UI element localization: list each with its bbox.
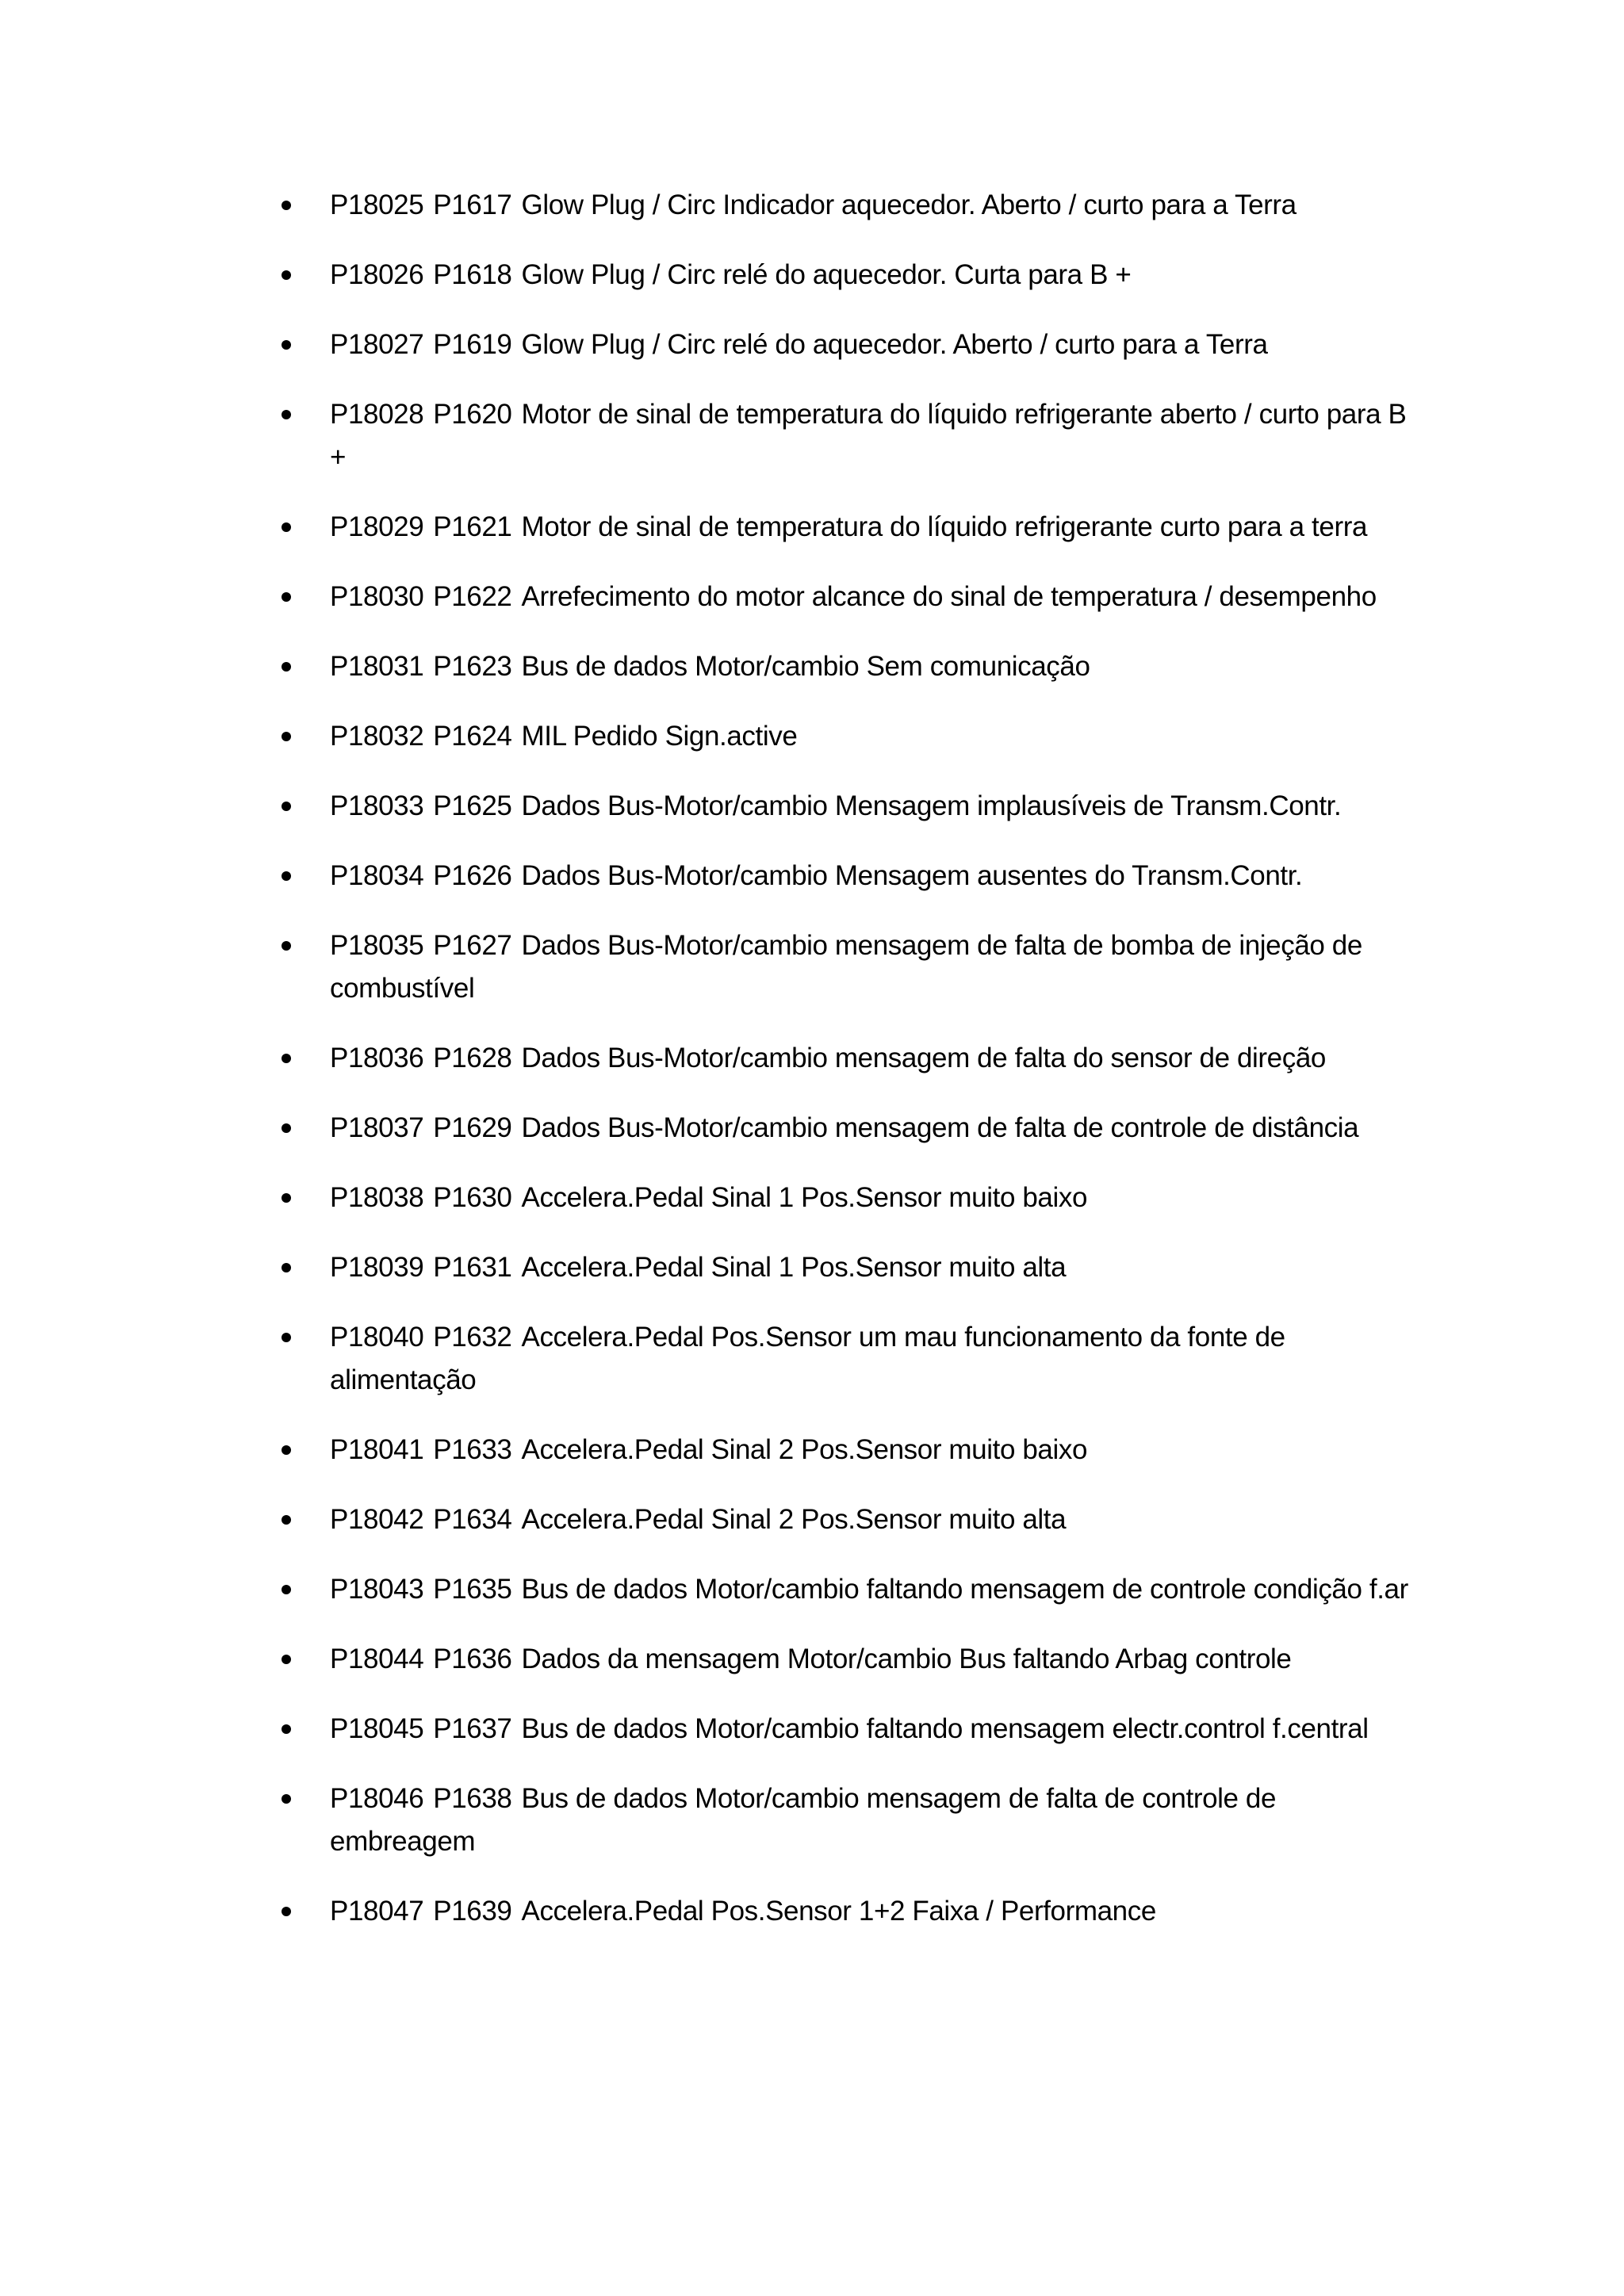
fault-code: P18042 bbox=[330, 1504, 424, 1535]
fault-description: Accelera.Pedal Sinal 1 Pos.Sensor muito baixo bbox=[521, 1182, 1088, 1213]
bullet-icon bbox=[282, 522, 291, 532]
fault-code: P18027 bbox=[330, 329, 424, 360]
bullet-icon bbox=[282, 732, 291, 741]
list-item bbox=[0, 1777, 1624, 1863]
fault-code: P18045 bbox=[330, 1713, 424, 1744]
obd-code: P1617 bbox=[433, 189, 512, 220]
fault-code: P18031 bbox=[330, 651, 424, 682]
bullet-icon bbox=[282, 340, 291, 350]
fault-code: P18043 bbox=[330, 1574, 424, 1605]
bullet-icon bbox=[282, 1794, 291, 1804]
fault-code: P18041 bbox=[330, 1434, 424, 1465]
list-item-text bbox=[330, 715, 1408, 758]
fault-code: P18047 bbox=[330, 1896, 424, 1927]
list-item bbox=[0, 1177, 1624, 1219]
list-item bbox=[0, 1107, 1624, 1150]
obd-code: P1621 bbox=[433, 511, 512, 542]
obd-code: P1628 bbox=[433, 1043, 512, 1073]
bullet-icon bbox=[282, 592, 291, 602]
obd-code: P1635 bbox=[433, 1574, 512, 1605]
obd-code: P1631 bbox=[433, 1252, 512, 1283]
obd-code: P1620 bbox=[433, 399, 512, 430]
fault-description: Dados da mensagem Motor/cambio Bus faltando Arbag controle bbox=[521, 1644, 1292, 1674]
list-item bbox=[0, 1890, 1624, 1933]
fault-description: Accelera.Pedal Sinal 2 Pos.Sensor muito baixo bbox=[521, 1434, 1088, 1465]
obd-code: P1638 bbox=[433, 1783, 512, 1814]
list-item bbox=[0, 576, 1624, 618]
list-item bbox=[0, 1429, 1624, 1471]
obd-code: P1619 bbox=[433, 329, 512, 360]
fault-code: P18032 bbox=[330, 721, 424, 752]
fault-description: Dados Bus-Motor/cambio mensagem de falta de bomba de injeção de combustível bbox=[330, 930, 1362, 1004]
bullet-icon bbox=[282, 1907, 291, 1916]
fault-code: P18038 bbox=[330, 1182, 424, 1213]
fault-description: Accelera.Pedal Sinal 2 Pos.Sensor muito alta bbox=[521, 1504, 1067, 1535]
fault-code: P18037 bbox=[330, 1112, 424, 1143]
obd-code: P1636 bbox=[433, 1644, 512, 1674]
fault-code: P18039 bbox=[330, 1252, 424, 1283]
fault-description: Dados Bus-Motor/cambio mensagem de falta do sensor de direção bbox=[521, 1043, 1326, 1073]
fault-code: P18026 bbox=[330, 259, 424, 290]
bullet-icon bbox=[282, 1333, 291, 1342]
list-item-text bbox=[330, 393, 1408, 479]
fault-description: Accelera.Pedal Sinal 1 Pos.Sensor muito alta bbox=[521, 1252, 1067, 1283]
list-item bbox=[0, 715, 1624, 758]
list-item-text bbox=[330, 1498, 1408, 1541]
bullet-icon bbox=[282, 1585, 291, 1594]
list-item-text bbox=[330, 184, 1408, 227]
obd-code: P1639 bbox=[433, 1896, 512, 1927]
list-item bbox=[0, 924, 1624, 1010]
fault-description: Accelera.Pedal Pos.Sensor 1+2 Faixa / Performance bbox=[521, 1896, 1156, 1927]
list-item-text bbox=[330, 323, 1408, 366]
list-item-text bbox=[330, 785, 1408, 828]
fault-description: MIL Pedido Sign.active bbox=[521, 721, 798, 752]
fault-code: P18030 bbox=[330, 581, 424, 612]
fault-description: Dados Bus-Motor/cambio mensagem de falta de controle de distância bbox=[521, 1112, 1359, 1143]
fault-description: Accelera.Pedal Pos.Sensor um mau funcionamento da fonte de alimentação bbox=[330, 1322, 1285, 1395]
list-item bbox=[0, 855, 1624, 897]
obd-code: P1629 bbox=[433, 1112, 512, 1143]
fault-code: P18033 bbox=[330, 790, 424, 821]
bullet-icon bbox=[282, 1515, 291, 1525]
obd-code: P1633 bbox=[433, 1434, 512, 1465]
bullet-icon bbox=[282, 662, 291, 672]
list-item bbox=[0, 254, 1624, 297]
list-item bbox=[0, 1316, 1624, 1402]
list-item bbox=[0, 506, 1624, 549]
list-item-text bbox=[330, 645, 1408, 688]
fault-description: Bus de dados Motor/cambio Sem comunicação bbox=[521, 651, 1090, 682]
bullet-icon bbox=[282, 941, 291, 951]
fault-code: P18036 bbox=[330, 1043, 424, 1073]
fault-code: P18025 bbox=[330, 189, 424, 220]
obd-code: P1618 bbox=[433, 259, 512, 290]
bullet-icon bbox=[282, 1123, 291, 1133]
obd-code: P1630 bbox=[433, 1182, 512, 1213]
obd-code: P1623 bbox=[433, 651, 512, 682]
list-item bbox=[0, 393, 1624, 479]
list-item-text bbox=[330, 1568, 1408, 1611]
bullet-icon bbox=[282, 1445, 291, 1455]
obd-code: P1622 bbox=[433, 581, 512, 612]
fault-description: Arrefecimento do motor alcance do sinal de temperatura / desempenho bbox=[521, 581, 1377, 612]
fault-code: P18046 bbox=[330, 1783, 424, 1814]
obd-code: P1624 bbox=[433, 721, 512, 752]
bullet-icon bbox=[282, 1193, 291, 1203]
list-item bbox=[0, 1638, 1624, 1681]
fault-description: Glow Plug / Circ relé do aquecedor. Curta para B + bbox=[521, 259, 1132, 290]
list-item-text bbox=[330, 254, 1408, 297]
list-item bbox=[0, 645, 1624, 688]
bullet-icon bbox=[282, 1054, 291, 1063]
list-item bbox=[0, 1037, 1624, 1080]
list-item-text bbox=[330, 1246, 1408, 1289]
bullet-icon bbox=[282, 802, 291, 811]
fault-code: P18035 bbox=[330, 930, 424, 961]
obd-code: P1625 bbox=[433, 790, 512, 821]
list-item-text bbox=[330, 1429, 1408, 1471]
list-item bbox=[0, 1568, 1624, 1611]
bullet-icon bbox=[282, 410, 291, 419]
fault-code: P18029 bbox=[330, 511, 424, 542]
list-item bbox=[0, 785, 1624, 828]
obd-code: P1632 bbox=[433, 1322, 512, 1353]
fault-code: P18028 bbox=[330, 399, 424, 430]
fault-code: P18040 bbox=[330, 1322, 424, 1353]
list-item-text bbox=[330, 1777, 1408, 1863]
list-item-text bbox=[330, 1107, 1408, 1150]
bullet-icon bbox=[282, 871, 291, 881]
fault-description: Bus de dados Motor/cambio faltando mensagem de controle condição f.ar bbox=[521, 1574, 1408, 1605]
fault-description: Dados Bus-Motor/cambio Mensagem implausíveis de Transm.Contr. bbox=[521, 790, 1342, 821]
list-item bbox=[0, 1498, 1624, 1541]
fault-description: Bus de dados Motor/cambio mensagem de falta de controle de embreagem bbox=[330, 1783, 1277, 1857]
list-item-text bbox=[330, 1890, 1408, 1933]
obd-code: P1637 bbox=[433, 1713, 512, 1744]
list-item-text bbox=[330, 576, 1408, 618]
list-item-text bbox=[330, 506, 1408, 549]
fault-description: Motor de sinal de temperatura do líquido refrigerante curto para a terra bbox=[521, 511, 1368, 542]
obd-code: P1626 bbox=[433, 860, 512, 891]
fault-description: Glow Plug / Circ Indicador aquecedor. Aberto / curto para a Terra bbox=[521, 189, 1297, 220]
list-item-text bbox=[330, 1316, 1408, 1402]
list-item-text bbox=[330, 1037, 1408, 1080]
bullet-icon bbox=[282, 270, 291, 280]
list-item-text bbox=[330, 1638, 1408, 1681]
fault-code-list bbox=[0, 184, 1624, 1960]
bullet-icon bbox=[282, 1724, 291, 1734]
list-item bbox=[0, 184, 1624, 227]
obd-code: P1627 bbox=[433, 930, 512, 961]
bullet-icon bbox=[282, 1655, 291, 1664]
list-item bbox=[0, 1246, 1624, 1289]
list-item-text bbox=[330, 924, 1408, 1010]
fault-description: Bus de dados Motor/cambio faltando mensagem electr.control f.central bbox=[521, 1713, 1369, 1744]
list-item-text bbox=[330, 1177, 1408, 1219]
list-item-text bbox=[330, 855, 1408, 897]
fault-description: Glow Plug / Circ relé do aquecedor. Aberto / curto para a Terra bbox=[521, 329, 1268, 360]
fault-description: Dados Bus-Motor/cambio Mensagem ausentes do Transm.Contr. bbox=[521, 860, 1303, 891]
bullet-icon bbox=[282, 1263, 291, 1272]
fault-code: P18044 bbox=[330, 1644, 424, 1674]
fault-description: Motor de sinal de temperatura do líquido refrigerante aberto / curto para B + bbox=[330, 399, 1407, 473]
bullet-icon bbox=[282, 201, 291, 210]
fault-code: P18034 bbox=[330, 860, 424, 891]
list-item bbox=[0, 323, 1624, 366]
list-item-text bbox=[330, 1708, 1408, 1751]
obd-code: P1634 bbox=[433, 1504, 512, 1535]
list-item bbox=[0, 1708, 1624, 1751]
